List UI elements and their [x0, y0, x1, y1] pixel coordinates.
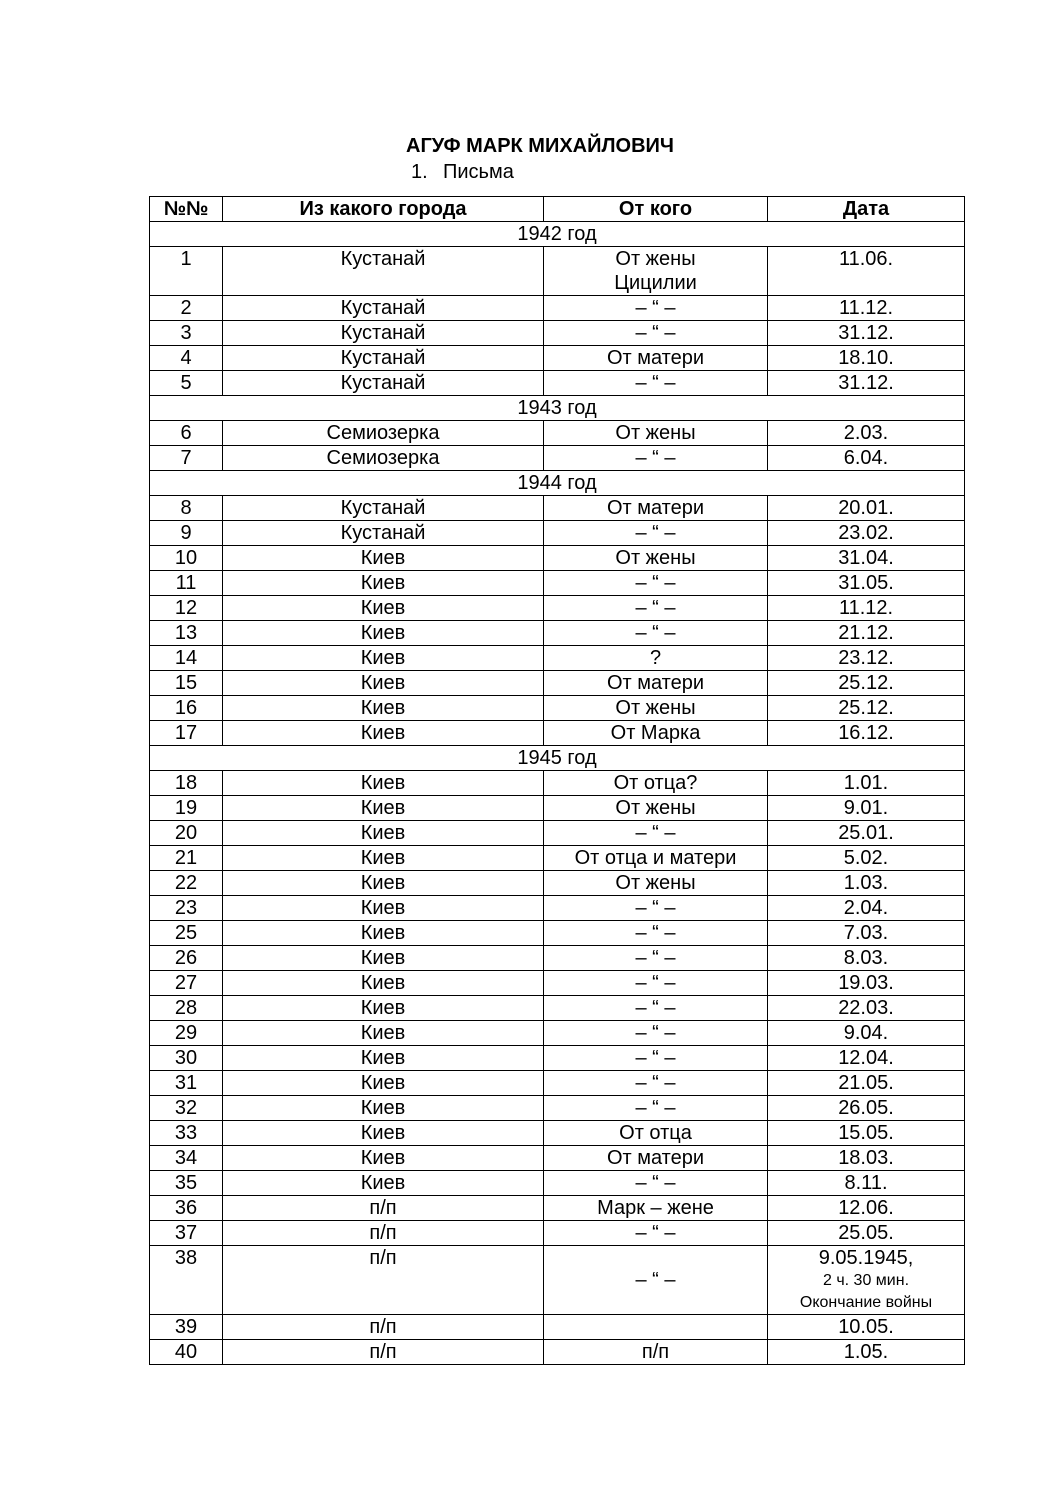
cell-from: – “ –: [544, 621, 768, 646]
section-label: Письма: [443, 161, 514, 183]
cell-from: [544, 247, 768, 296]
cell-city: Кустанай: [223, 521, 544, 546]
cell-city: Киев: [223, 546, 544, 571]
cell-date: 25.01.: [768, 821, 965, 846]
cell-city: Кустанай: [223, 296, 544, 321]
cell-number: 29: [150, 1021, 223, 1046]
cell-number: 7: [150, 446, 223, 471]
cell-date: 31.05.: [768, 571, 965, 596]
table-row: [150, 821, 965, 846]
letters-table: [149, 196, 965, 1365]
cell-city: п/п: [223, 1196, 544, 1221]
cell-date: 5.02.: [768, 846, 965, 871]
cell-from: От Марка: [544, 721, 768, 746]
cell-number: 30: [150, 1046, 223, 1071]
table-row: [150, 1121, 965, 1146]
table-row: [150, 1096, 965, 1121]
cell-from: – “ –: [544, 971, 768, 996]
cell-from: От отца: [544, 1121, 768, 1146]
cell-from: – “ –: [544, 1221, 768, 1246]
cell-from: – “ –: [544, 821, 768, 846]
table-row: [150, 247, 965, 296]
cell-number: 8: [150, 496, 223, 521]
table-row: [150, 521, 965, 546]
table-row: [150, 971, 965, 996]
table-row: [150, 546, 965, 571]
cell-number: 31: [150, 1071, 223, 1096]
table-row: [150, 596, 965, 621]
cell-number: 4: [150, 346, 223, 371]
year-heading: 1944 год: [150, 471, 965, 496]
cell-city: Киев: [223, 596, 544, 621]
cell-date: 31.12.: [768, 371, 965, 396]
cell-city: п/п: [223, 1340, 544, 1365]
cell-date: 9.04.: [768, 1021, 965, 1046]
cell-city: Киев: [223, 896, 544, 921]
year-heading: 1945 год: [150, 746, 965, 771]
cell-number: 27: [150, 971, 223, 996]
cell-number: 37: [150, 1221, 223, 1246]
cell-date: 12.04.: [768, 1046, 965, 1071]
cell-city: Киев: [223, 846, 544, 871]
table-row: [150, 921, 965, 946]
cell-date: 12.06.: [768, 1196, 965, 1221]
cell-number: 1: [150, 247, 223, 296]
year-row: [150, 471, 965, 496]
table-row: [150, 571, 965, 596]
cell-date: [768, 1246, 965, 1315]
cell-date: 31.04.: [768, 546, 965, 571]
cell-city: Киев: [223, 921, 544, 946]
cell-from: – “ –: [544, 296, 768, 321]
cell-number: 21: [150, 846, 223, 871]
cell-date: 2.03.: [768, 421, 965, 446]
cell-city: Кустанай: [223, 247, 544, 296]
table-row: [150, 1071, 965, 1096]
table-row: [150, 871, 965, 896]
cell-from: – “ –: [544, 946, 768, 971]
table-row: [150, 1146, 965, 1171]
cell-city: Киев: [223, 1046, 544, 1071]
cell-from: От матери: [544, 671, 768, 696]
cell-from: – “ –: [544, 596, 768, 621]
cell-date: 8.03.: [768, 946, 965, 971]
cell-from: От отца и матери: [544, 846, 768, 871]
cell-city: Киев: [223, 1096, 544, 1121]
cell-date: 1.05.: [768, 1340, 965, 1365]
cell-from: – “ –: [544, 371, 768, 396]
header-date: Дата: [768, 197, 965, 222]
cell-city: Киев: [223, 1146, 544, 1171]
cell-city: Кустанай: [223, 371, 544, 396]
cell-date: 6.04.: [768, 446, 965, 471]
year-row: [150, 396, 965, 421]
cell-from: От жены: [544, 421, 768, 446]
table-header-row: [150, 197, 965, 222]
cell-date: 1.01.: [768, 771, 965, 796]
cell-number: 23: [150, 896, 223, 921]
cell-from: – “ –: [544, 1021, 768, 1046]
cell-from: – “ –: [544, 996, 768, 1021]
cell-city: Киев: [223, 721, 544, 746]
cell-date: 19.03.: [768, 971, 965, 996]
cell-city: Киев: [223, 1121, 544, 1146]
cell-number: 12: [150, 596, 223, 621]
cell-from: От жены: [544, 796, 768, 821]
cell-city: Семиозерка: [223, 446, 544, 471]
table-row: [150, 1221, 965, 1246]
table-row: [150, 696, 965, 721]
cell-date: 1.03.: [768, 871, 965, 896]
cell-city: Киев: [223, 646, 544, 671]
cell-number: 28: [150, 996, 223, 1021]
cell-city: Киев: [223, 946, 544, 971]
cell-date: 25.12.: [768, 671, 965, 696]
table-row: [150, 496, 965, 521]
cell-from: От отца?: [544, 771, 768, 796]
table-row: [150, 1021, 965, 1046]
cell-city: Киев: [223, 696, 544, 721]
cell-number: 26: [150, 946, 223, 971]
year-heading: 1942 год: [150, 222, 965, 247]
table-row: [150, 946, 965, 971]
cell-from: От матери: [544, 496, 768, 521]
cell-number: 11: [150, 571, 223, 596]
cell-number: 18: [150, 771, 223, 796]
table-row: [150, 896, 965, 921]
cell-number: 25: [150, 921, 223, 946]
cell-date: 11.06.: [768, 247, 965, 296]
cell-date: 23.02.: [768, 521, 965, 546]
cell-from: Марк – жене: [544, 1196, 768, 1221]
cell-date: 18.03.: [768, 1146, 965, 1171]
cell-date: 16.12.: [768, 721, 965, 746]
cell-date: 21.05.: [768, 1071, 965, 1096]
cell-city: Киев: [223, 821, 544, 846]
cell-city: Киев: [223, 1021, 544, 1046]
date-line: 9.05.1945,: [818, 1247, 914, 1269]
cell-city: Киев: [223, 571, 544, 596]
section-heading: [411, 161, 514, 184]
table-row: [150, 771, 965, 796]
cell-date: 11.12.: [768, 596, 965, 621]
cell-date: 7.03.: [768, 921, 965, 946]
table-row: [150, 671, 965, 696]
cell-city: Киев: [223, 671, 544, 696]
from-line: От жены: [615, 248, 696, 270]
cell-date: 11.12.: [768, 296, 965, 321]
cell-date: 8.11.: [768, 1171, 965, 1196]
table-row: [150, 621, 965, 646]
cell-date: 2.04.: [768, 896, 965, 921]
cell-from: – “ –: [544, 521, 768, 546]
cell-number: 17: [150, 721, 223, 746]
table-row: [150, 1171, 965, 1196]
table-body: [150, 222, 965, 1365]
cell-number: 34: [150, 1146, 223, 1171]
cell-from: – “ –: [544, 1046, 768, 1071]
cell-date: 31.12.: [768, 321, 965, 346]
year-row: [150, 222, 965, 247]
cell-from: От жены: [544, 696, 768, 721]
cell-date: 23.12.: [768, 646, 965, 671]
table-row: [150, 321, 965, 346]
cell-city: Киев: [223, 996, 544, 1021]
cell-number: 32: [150, 1096, 223, 1121]
cell-city: Кустанай: [223, 321, 544, 346]
cell-number: 39: [150, 1315, 223, 1340]
cell-from: От жены: [544, 546, 768, 571]
cell-number: 16: [150, 696, 223, 721]
cell-number: 3: [150, 321, 223, 346]
year-row: [150, 746, 965, 771]
cell-number: 19: [150, 796, 223, 821]
cell-number: 40: [150, 1340, 223, 1365]
header-from: От кого: [544, 197, 768, 222]
cell-number: 13: [150, 621, 223, 646]
table-row: [150, 721, 965, 746]
table-row: [150, 371, 965, 396]
cell-city: п/п: [223, 1246, 544, 1315]
cell-city: Киев: [223, 971, 544, 996]
cell-number: 2: [150, 296, 223, 321]
cell-date: 26.05.: [768, 1096, 965, 1121]
cell-city: Киев: [223, 796, 544, 821]
cell-city: Киев: [223, 1071, 544, 1096]
cell-number: 20: [150, 821, 223, 846]
table-row: [150, 846, 965, 871]
table-row: [150, 1246, 965, 1315]
cell-number: 9: [150, 521, 223, 546]
cell-from: – “ –: [544, 1246, 768, 1315]
table-row: [150, 996, 965, 1021]
table-row: [150, 446, 965, 471]
cell-city: Киев: [223, 1171, 544, 1196]
cell-from: – “ –: [544, 1171, 768, 1196]
cell-city: Кустанай: [223, 496, 544, 521]
cell-date: 9.01.: [768, 796, 965, 821]
cell-city: п/п: [223, 1221, 544, 1246]
cell-number: 5: [150, 371, 223, 396]
cell-date: 22.03.: [768, 996, 965, 1021]
cell-date: 25.05.: [768, 1221, 965, 1246]
table-row: [150, 1340, 965, 1365]
cell-number: 14: [150, 646, 223, 671]
cell-from: – “ –: [544, 1096, 768, 1121]
cell-from: От жены: [544, 871, 768, 896]
cell-date: 15.05.: [768, 1121, 965, 1146]
section-number: 1.: [411, 161, 428, 183]
cell-from: – “ –: [544, 571, 768, 596]
table-row: [150, 421, 965, 446]
table-row: [150, 346, 965, 371]
cell-from: ?: [544, 646, 768, 671]
cell-from: – “ –: [544, 446, 768, 471]
cell-from: От матери: [544, 346, 768, 371]
cell-from: – “ –: [544, 921, 768, 946]
table-row: [150, 296, 965, 321]
cell-number: 10: [150, 546, 223, 571]
cell-number: 22: [150, 871, 223, 896]
cell-from: – “ –: [544, 1071, 768, 1096]
cell-city: Семиозерка: [223, 421, 544, 446]
cell-number: 15: [150, 671, 223, 696]
cell-city: п/п: [223, 1315, 544, 1340]
cell-from: – “ –: [544, 896, 768, 921]
table-row: [150, 1196, 965, 1221]
cell-city: Киев: [223, 771, 544, 796]
from-line: Цицилии: [614, 272, 697, 294]
cell-date: 25.12.: [768, 696, 965, 721]
table-row: [150, 1046, 965, 1071]
cell-city: Киев: [223, 621, 544, 646]
cell-date: 10.05.: [768, 1315, 965, 1340]
time-note: 2 ч. 30 мин.: [822, 1272, 910, 1289]
document-title: АГУФ МАРК МИХАЙЛОВИЧ: [406, 135, 674, 157]
cell-number: 38: [150, 1246, 223, 1315]
year-heading: 1943 год: [150, 396, 965, 421]
cell-date: 20.01.: [768, 496, 965, 521]
cell-from: От матери: [544, 1146, 768, 1171]
cell-number: 35: [150, 1171, 223, 1196]
cell-from: [544, 1315, 768, 1340]
table-row: [150, 1315, 965, 1340]
cell-number: 6: [150, 421, 223, 446]
cell-city: Кустанай: [223, 346, 544, 371]
header-city: Из какого города: [223, 197, 544, 222]
table-row: [150, 646, 965, 671]
cell-date: 21.12.: [768, 621, 965, 646]
cell-from: – “ –: [544, 321, 768, 346]
cell-from: п/п: [544, 1340, 768, 1365]
cell-number: 36: [150, 1196, 223, 1221]
cell-city: Киев: [223, 871, 544, 896]
cell-number: 33: [150, 1121, 223, 1146]
table-row: [150, 796, 965, 821]
cell-date: 18.10.: [768, 346, 965, 371]
header-number: №№: [150, 197, 223, 222]
war-end-note: Окончание войны: [799, 1294, 933, 1311]
